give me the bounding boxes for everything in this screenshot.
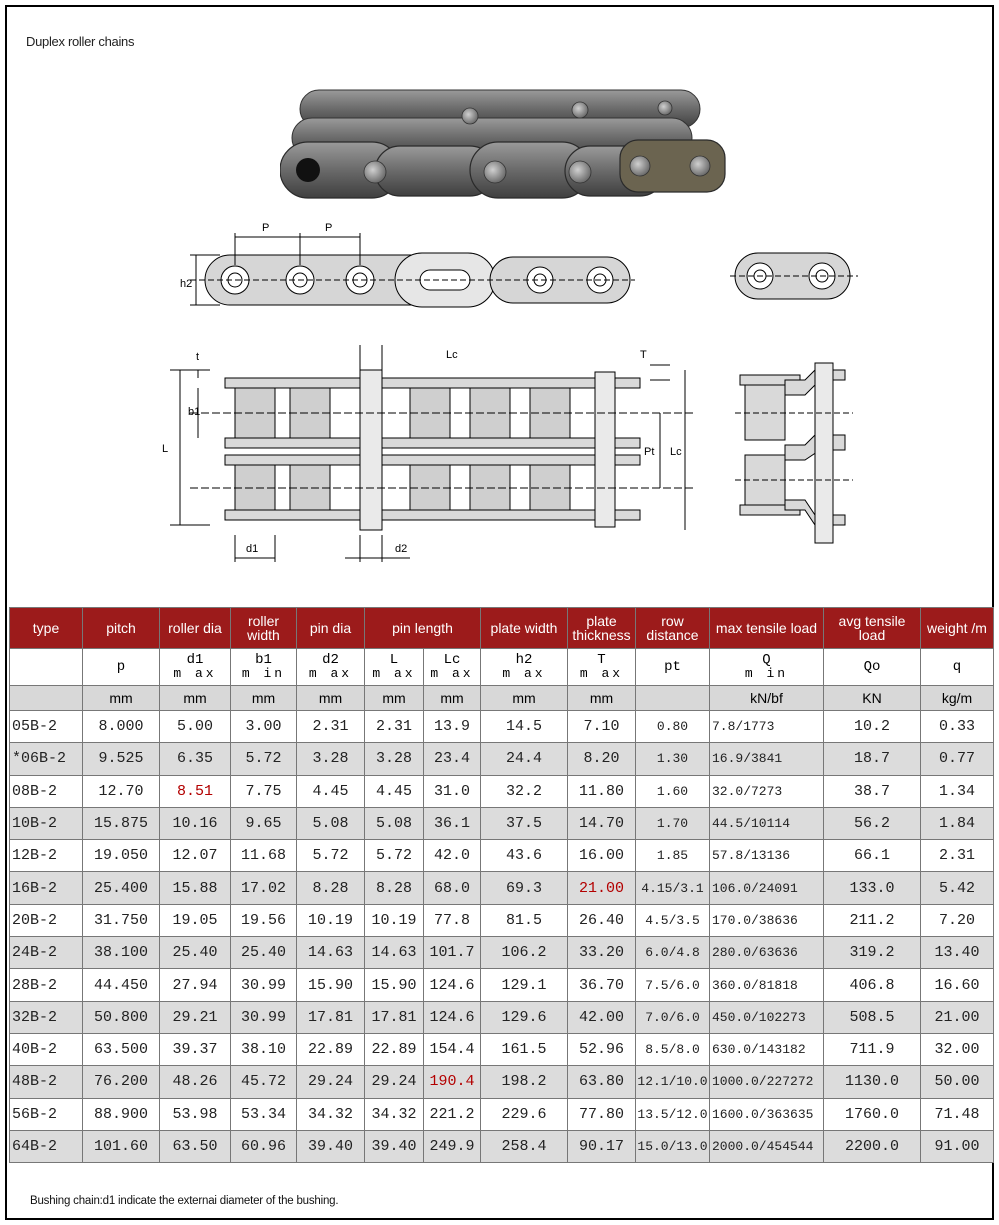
unit-cell: mm [231,686,297,711]
chain-end-view-drawing [730,245,860,305]
table-cell: 8.5/8.0 [636,1033,710,1065]
table-cell: 15.88 [160,872,231,904]
table-cell: 5.42 [921,872,994,904]
table-cell: 17.81 [297,1001,365,1033]
table-cell: 154.4 [424,1033,481,1065]
table-cell: 56.2 [824,807,921,839]
table-cell: 26.40 [568,904,636,936]
table-cell: 36.1 [424,807,481,839]
table-cell: 258.4 [481,1130,568,1162]
table-cell: 16.00 [568,840,636,872]
chain-photo [280,80,730,220]
table-cell: 14.63 [297,937,365,969]
table-cell: 15.90 [365,969,424,1001]
label-Pt: Pt [644,446,655,458]
label-d1: d1 [246,543,259,555]
table-cell: 9.525 [83,743,160,775]
table-cell: 198.2 [481,1066,568,1098]
table-cell: 13.40 [921,937,994,969]
table-cell: 63.50 [160,1130,231,1162]
table-cell: 63.500 [83,1033,160,1065]
table-cell: 10.19 [365,904,424,936]
symbol-text: d1 [186,652,204,668]
symbol-cell [365,649,424,686]
table-cell: 18.7 [824,743,921,775]
table-cell: 7.20 [921,904,994,936]
symbol-cell [10,649,83,686]
table-cell: 2000.0/454544 [710,1130,824,1162]
table-cell: 0.77 [921,743,994,775]
table-cell: 22.89 [297,1033,365,1065]
table-cell: 8.000 [83,711,160,743]
table-cell: 7.5/6.0 [636,969,710,1001]
label-d2: d2 [395,543,408,555]
col-pitch: pitch [83,608,160,649]
table-cell: 38.7 [824,775,921,807]
table-row [10,969,994,1001]
col-roller-width: roller width [231,608,297,649]
unit-cell: mm [365,686,424,711]
label-Lc-side: Lc [670,446,682,458]
table-cell: 15.0/13.0 [636,1130,710,1162]
table-cell: 0.80 [636,711,710,743]
table-row [10,937,994,969]
table-cell: 77.80 [568,1098,636,1130]
table-cell: 5.72 [297,840,365,872]
table-cell: 45.72 [231,1066,297,1098]
table-cell: 3.28 [365,743,424,775]
unit-cell: mm [297,686,365,711]
table-cell: 40B-2 [10,1033,83,1065]
label-p2: P [325,222,333,234]
table-cell: 129.1 [481,969,568,1001]
symbol-cell [297,649,365,686]
table-cell: 6.35 [160,743,231,775]
table-cell: 16.60 [921,969,994,1001]
chain-plan-view-drawing [150,340,710,565]
table-cell: 05B-2 [10,711,83,743]
symbol-cell [83,649,160,686]
table-cell: 11.80 [568,775,636,807]
table-cell: 50.800 [83,1001,160,1033]
table-cell: 25.40 [160,937,231,969]
table-cell: 5.72 [231,743,297,775]
table-cell: 29.24 [365,1066,424,1098]
spec-table [9,607,994,1163]
table-cell: 2.31 [297,711,365,743]
table-cell: 53.34 [231,1098,297,1130]
table-cell: 42.0 [424,840,481,872]
symbol-cell [824,649,921,686]
table-cell: 12.07 [160,840,231,872]
table-cell: 91.00 [921,1130,994,1162]
table-cell: 161.5 [481,1033,568,1065]
table-cell: 27.94 [160,969,231,1001]
table-cell: 7.10 [568,711,636,743]
symbol-text: L [389,652,399,668]
table-cell: 44.5/10114 [710,807,824,839]
table-cell: 8.28 [365,872,424,904]
table-cell: 13.9 [424,711,481,743]
label-p1: P [262,222,270,234]
symbol-cell [710,649,824,686]
symbol-text: T [597,652,606,668]
header-row-names [10,608,994,649]
table-cell: 2.31 [365,711,424,743]
table-cell: 1.60 [636,775,710,807]
table-cell: 13.5/12.0 [636,1098,710,1130]
table-row [10,872,994,904]
limit-text: m ax [430,666,474,681]
table-cell: 12.70 [83,775,160,807]
table-cell: 8.51 [160,775,231,807]
table-cell: 6.0/4.8 [636,937,710,969]
table-cell: 5.72 [365,840,424,872]
table-cell: 38.100 [83,937,160,969]
table-row [10,1033,994,1065]
table-cell: 34.32 [365,1098,424,1130]
unit-cell [10,686,83,711]
unit-cell: mm [568,686,636,711]
table-row [10,743,994,775]
table-row [10,775,994,807]
table-cell: 4.15/3.1 [636,872,710,904]
table-cell: 8.28 [297,872,365,904]
table-cell: 14.5 [481,711,568,743]
table-cell: 21.00 [921,1001,994,1033]
table-cell: 7.8/1773 [710,711,824,743]
symbol-text: q [952,658,962,675]
table-cell: 81.5 [481,904,568,936]
table-cell: 229.6 [481,1098,568,1130]
table-cell: 17.81 [365,1001,424,1033]
table-cell: 124.6 [424,969,481,1001]
table-cell: 53.98 [160,1098,231,1130]
table-cell: 406.8 [824,969,921,1001]
spec-table-body [10,711,994,1163]
limit-text: m ax [502,666,546,681]
unit-cell: mm [160,686,231,711]
table-cell: 1600.0/363635 [710,1098,824,1130]
table-cell: 14.63 [365,937,424,969]
table-cell: 43.6 [481,840,568,872]
table-cell: 7.0/6.0 [636,1001,710,1033]
table-cell: 12B-2 [10,840,83,872]
label-h2: h2 [180,278,193,290]
table-cell: 14.70 [568,807,636,839]
table-cell: 10.16 [160,807,231,839]
table-cell: 37.5 [481,807,568,839]
label-Lc-top: Lc [446,349,458,361]
col-max-tensile-load: max tensile load [710,608,824,649]
table-cell: 8.20 [568,743,636,775]
table-cell: 4.45 [365,775,424,807]
table-cell: 29.24 [297,1066,365,1098]
table-cell: 4.45 [297,775,365,807]
table-cell: 08B-2 [10,775,83,807]
table-cell: 48B-2 [10,1066,83,1098]
unit-cell: mm [424,686,481,711]
table-cell: 29.21 [160,1001,231,1033]
table-cell: 1760.0 [824,1098,921,1130]
table-cell: 30.99 [231,969,297,1001]
symbol-text: h2 [515,652,533,668]
symbol-cell [424,649,481,686]
table-cell: 21.00 [568,872,636,904]
table-cell: 76.200 [83,1066,160,1098]
symbol-text: Q [762,652,771,668]
table-cell: 450.0/102273 [710,1001,824,1033]
table-cell: 0.33 [921,711,994,743]
chain-side-plan-drawing [735,355,855,550]
header-row-symbols [10,649,994,686]
symbol-text: Qo [863,658,881,675]
table-cell: 221.2 [424,1098,481,1130]
table-row [10,1066,994,1098]
table-cell: 63.80 [568,1066,636,1098]
table-cell: 90.17 [568,1130,636,1162]
col-plate-width: plate width [481,608,568,649]
page-title: Duplex roller chains [26,34,135,49]
table-cell: 19.56 [231,904,297,936]
table-cell: 249.9 [424,1130,481,1162]
table-cell: 15.875 [83,807,160,839]
table-cell: 15.90 [297,969,365,1001]
unit-cell: kN/bf [710,686,824,711]
table-cell: 10B-2 [10,807,83,839]
symbol-text: d2 [322,652,339,668]
table-cell: 20B-2 [10,904,83,936]
table-cell: 190.4 [424,1066,481,1098]
limit-text: m ax [173,666,217,681]
table-cell: *06B-2 [10,743,83,775]
table-cell: 30.99 [231,1001,297,1033]
col-avg-tensile-load: avg tensile load [824,608,921,649]
unit-cell [636,686,710,711]
table-cell: 25.40 [231,937,297,969]
table-cell: 9.65 [231,807,297,839]
table-cell: 106.2 [481,937,568,969]
limit-text: m ax [579,666,624,681]
table-cell: 360.0/81818 [710,969,824,1001]
table-cell: 19.050 [83,840,160,872]
table-cell: 57.8/13136 [710,840,824,872]
table-cell: 36.70 [568,969,636,1001]
col-pin-length: pin length [365,608,481,649]
table-cell: 711.9 [824,1033,921,1065]
table-row [10,807,994,839]
table-cell: 32B-2 [10,1001,83,1033]
table-cell: 16.9/3841 [710,743,824,775]
table-cell: 71.48 [921,1098,994,1130]
table-cell: 69.3 [481,872,568,904]
table-cell: 630.0/143182 [710,1033,824,1065]
col-row-distance: row distance [636,608,710,649]
unit-cell: mm [83,686,160,711]
table-cell: 60.96 [231,1130,297,1162]
table-cell: 1.34 [921,775,994,807]
label-L: L [162,443,169,455]
table-cell: 42.00 [568,1001,636,1033]
table-cell: 39.37 [160,1033,231,1065]
table-cell: 319.2 [824,937,921,969]
table-cell: 1.30 [636,743,710,775]
table-cell: 17.02 [231,872,297,904]
table-cell: 48.26 [160,1066,231,1098]
symbol-cell [231,649,297,686]
col-type: type [10,608,83,649]
table-cell: 88.900 [83,1098,160,1130]
unit-cell: kg/m [921,686,994,711]
symbol-text: Lc [443,652,461,668]
table-row [10,1098,994,1130]
table-row [10,1130,994,1162]
limit-text: m ax [308,666,353,681]
table-cell: 508.5 [824,1001,921,1033]
symbol-text: p [116,658,126,675]
table-cell: 31.0 [424,775,481,807]
table-cell: 34.32 [297,1098,365,1130]
chain-side-view-drawing [160,215,640,325]
symbol-cell [481,649,568,686]
table-cell: 28B-2 [10,969,83,1001]
table-cell: 22.89 [365,1033,424,1065]
col-weight: weight /m [921,608,994,649]
table-cell: 38.10 [231,1033,297,1065]
header-row-units [10,686,994,711]
table-cell: 50.00 [921,1066,994,1098]
table-cell: 1.70 [636,807,710,839]
table-row [10,904,994,936]
table-cell: 3.28 [297,743,365,775]
unit-cell: KN [824,686,921,711]
table-cell: 32.0/7273 [710,775,824,807]
table-cell: 1130.0 [824,1066,921,1098]
table-cell: 16B-2 [10,872,83,904]
symbol-cell [921,649,994,686]
table-cell: 133.0 [824,872,921,904]
table-cell: 5.08 [297,807,365,839]
label-b1: b1 [188,406,201,418]
symbol-cell [568,649,636,686]
limit-text: m ax [372,666,416,681]
table-cell: 106.0/24091 [710,872,824,904]
table-cell: 39.40 [297,1130,365,1162]
table-cell: 12.1/10.0 [636,1066,710,1098]
limit-text: m in [744,666,789,681]
table-cell: 32.2 [481,775,568,807]
table-cell: 23.4 [424,743,481,775]
symbol-cell [636,649,710,686]
table-row [10,840,994,872]
table-cell: 19.05 [160,904,231,936]
table-cell: 5.08 [365,807,424,839]
unit-cell: mm [481,686,568,711]
table-cell: 5.00 [160,711,231,743]
table-cell: 1000.0/227272 [710,1066,824,1098]
table-cell: 64B-2 [10,1130,83,1162]
table-cell: 66.1 [824,840,921,872]
table-cell: 7.75 [231,775,297,807]
table-cell: 2.31 [921,840,994,872]
col-plate-thickness: plate thickness [568,608,636,649]
table-cell: 280.0/63636 [710,937,824,969]
label-t: t [196,351,200,363]
table-cell: 52.96 [568,1033,636,1065]
limit-text: m in [241,666,286,681]
table-cell: 10.2 [824,711,921,743]
col-pin-dia: pin dia [297,608,365,649]
table-cell: 44.450 [83,969,160,1001]
table-cell: 170.0/38636 [710,904,824,936]
table-cell: 101.60 [83,1130,160,1162]
footnote: Bushing chain:d1 indicate the externai diameter of the bushing. [30,1195,339,1207]
table-cell: 124.6 [424,1001,481,1033]
table-cell: 24.4 [481,743,568,775]
table-row [10,1001,994,1033]
table-cell: 1.84 [921,807,994,839]
table-cell: 11.68 [231,840,297,872]
label-T: T [640,349,647,361]
table-cell: 68.0 [424,872,481,904]
table-cell: 3.00 [231,711,297,743]
table-cell: 24B-2 [10,937,83,969]
table-cell: 1.85 [636,840,710,872]
table-cell: 25.400 [83,872,160,904]
table-cell: 32.00 [921,1033,994,1065]
table-cell: 4.5/3.5 [636,904,710,936]
table-cell: 2200.0 [824,1130,921,1162]
table-cell: 10.19 [297,904,365,936]
table-cell: 33.20 [568,937,636,969]
symbol-text: b1 [255,652,272,668]
table-row [10,711,994,743]
table-cell: 77.8 [424,904,481,936]
table-cell: 31.750 [83,904,160,936]
table-cell: 211.2 [824,904,921,936]
table-cell: 129.6 [481,1001,568,1033]
table-cell: 56B-2 [10,1098,83,1130]
col-roller-dia: roller dia [160,608,231,649]
symbol-text: pt [664,658,681,675]
table-cell: 39.40 [365,1130,424,1162]
symbol-cell [160,649,231,686]
table-cell: 101.7 [424,937,481,969]
